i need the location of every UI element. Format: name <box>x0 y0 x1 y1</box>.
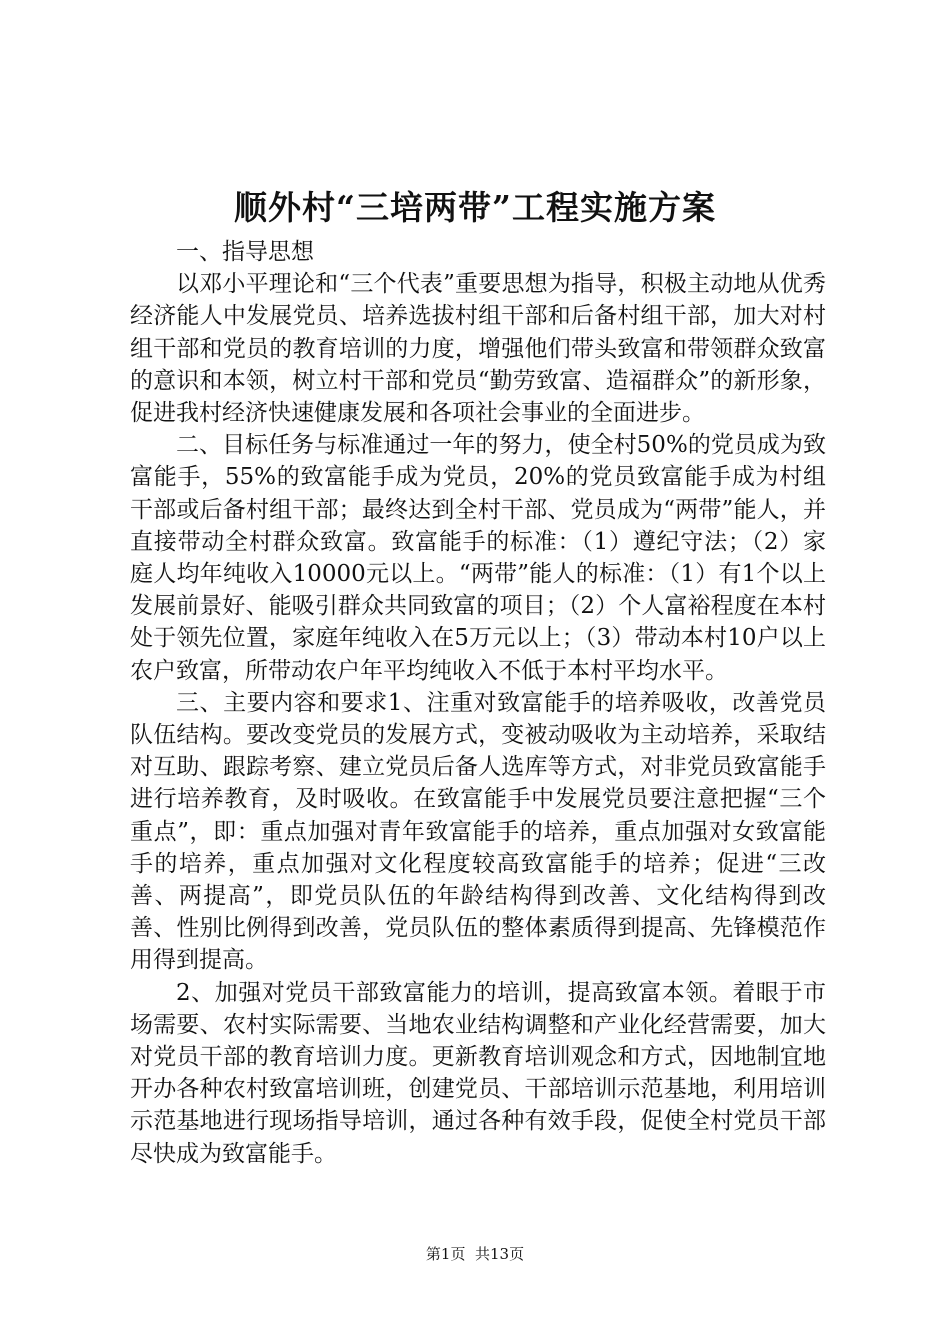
paragraph-main-content: 三、主要内容和要求1、注重对致富能手的培养吸收，改善党员队伍结构。要改变党员的发展方式，变被动吸收为主动培养，采取结对互助、跟踪考察、建立党员后备人选库等方式，对非党员致富能手进行培养教育，及时吸收。在致富能手中发展党员要注意把握“三个重点”，即：重点加强对青年致富能手的培养，重点加强对女致富能手的培养，重点加强对文化程度较高致富能手的培养；促进“三改善、两提高”，即党员队伍的年龄结构得到改善、文化结构得到改善、性别比例得到改善，党员队伍的整体素质得到提高、先锋模范作用得到提高。 <box>130 689 826 974</box>
document-title: 顺外村“三培两带”工程实施方案 <box>234 188 716 227</box>
page-total: 共13页 <box>475 1245 525 1263</box>
paragraph-training: 2、加强对党员干部致富能力的培训，提高致富本领。着眼于市场需要、农村实际需要、当地农业结构调整和产业化经营需要，加大对党员干部的教育培训力度。更新教育培训观念和方式，因地制宜地开办各种农村致富培训班，创建党员、干部培训示范基地，利用培训示范基地进行现场指导培训，通过各种有效手段，促使全村党员干部尽快成为致富能手。 <box>130 979 826 1167</box>
section-heading-guiding-ideology: 一、指导思想 <box>176 239 314 265</box>
paragraph-goals-and-standards: 二、目标任务与标准通过一年的努力，使全村50%的党员成为致富能手，55%的致富能手成为党员，20%的党员致富能手成为村组干部或后备村组干部；最终达到全村干部、党员成为“两带”能人，并直接带动全村群众致富。致富能手的标准：（1）遵纪守法；（2）家庭人均年纯收入10000元以上。“两带”能人的标准：（1）有1个以上发展前景好、能吸引群众共同致富的项目；（2）个人富裕程度在本村处于领先位置，家庭年纯收入在5万元以上；（3）带动本村10户以上农户致富，所带动农户年平均纯收入不低于本村平均水平。 <box>130 432 826 684</box>
page-footer <box>0 1244 950 1264</box>
page-number: 第1页 <box>425 1245 466 1263</box>
document-body <box>130 236 826 1170</box>
paragraph-guiding-ideology: 以邓小平理论和“三个代表”重要思想为指导，积极主动地从优秀经济能人中发展党员、培养选拔村组干部和后备村组干部，加大对村组干部和党员的教育培训的力度，增强他们带头致富和带领群众致富的意识和本领，树立村干部和党员“勤劳致富、造福群众”的新形象，促进我村经济快速健康发展和各项社会事业的全面进步。 <box>130 271 826 427</box>
